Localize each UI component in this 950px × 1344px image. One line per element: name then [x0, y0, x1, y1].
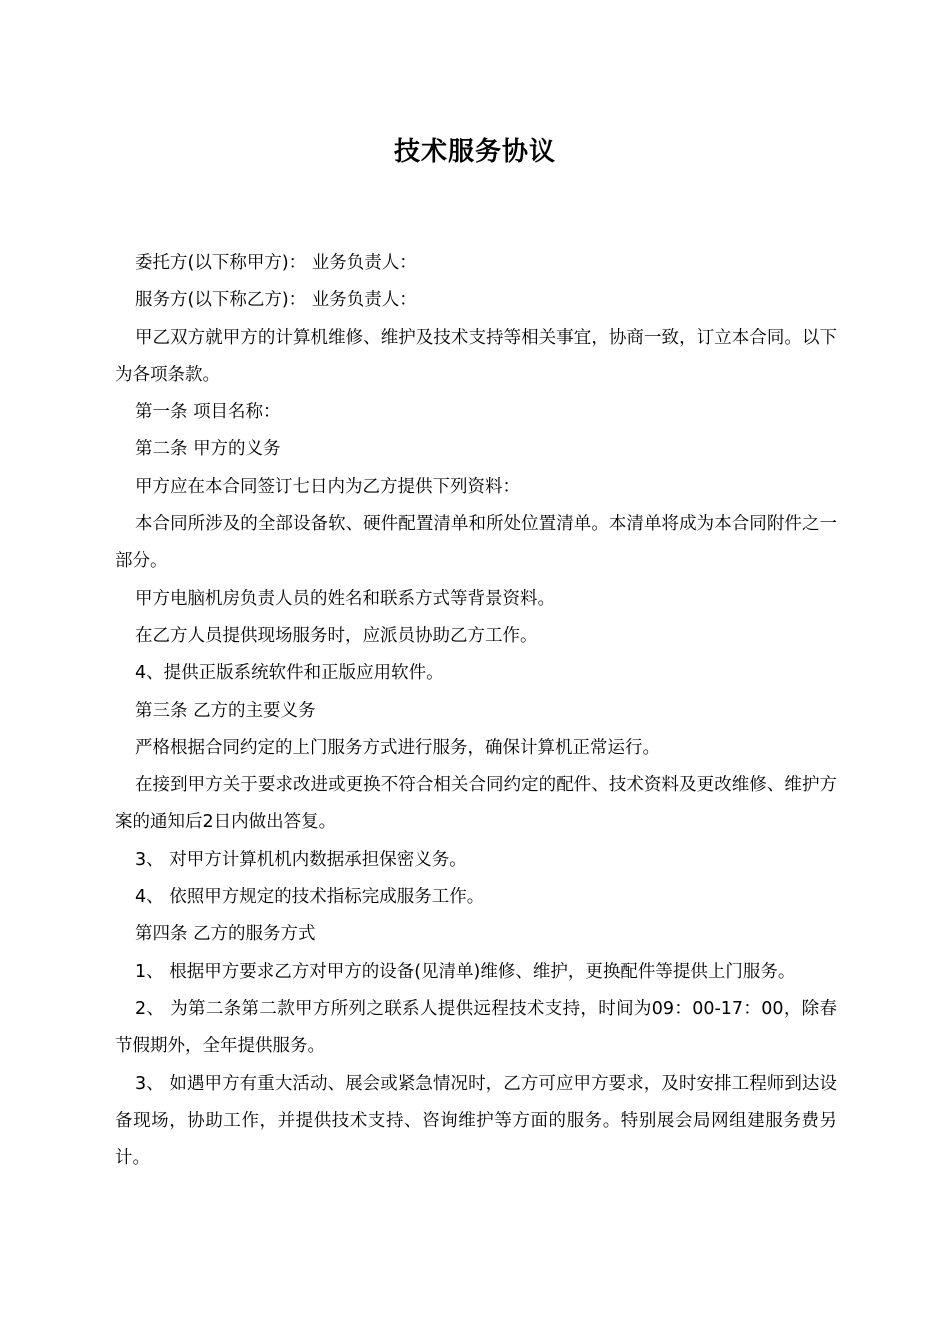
document-title: 技术服务协议	[393, 137, 556, 167]
article-2-item-2: 甲方电脑机房负责人员的姓名和联系方式等背景资料。	[135, 588, 555, 609]
document-body	[115, 245, 837, 1177]
article-2-item-1: 本合同所涉及的全部设备软、硬件配置清单和所处位置清单。本清单将成为本合同附件之一部分。	[115, 514, 837, 572]
paragraph-client-party: 委托方(以下称甲方)： 业务负责人：	[135, 253, 417, 273]
article-3-item-1: 严格根据合同约定的上门服务方式进行服务，确保计算机正常运行。	[135, 737, 660, 758]
article-3-item-3: 3、 对甲方计算机机内数据承担保密义务。	[135, 849, 467, 870]
article-2-heading: 第二条 甲方的义务	[135, 439, 281, 460]
paragraph-service-party: 服务方(以下称乙方)： 业务负责人：	[135, 290, 417, 311]
article-4-item-3: 3、 如遇甲方有重大活动、展会或紧急情况时，乙方可应甲方要求，及时安排工程师到达设备现场，协助工作，并提供技术支持、咨询维护等方面的服务。特别展会局网组建服务费另计。	[115, 1073, 837, 1169]
article-4-item-2: 2、 为第二条第二款甲方所列之联系人提供远程技术支持，时间为09：00-17：00，除春节假期外，全年提供服务。	[115, 998, 837, 1057]
article-3-item-4: 4、 依照甲方规定的技术指标完成服务工作。	[135, 887, 485, 908]
article-3-item-2: 在接到甲方关于要求改进或更换不符合相关合同约定的配件、技术资料及更改维修、维护方案的通知后2日内做出答复。	[115, 775, 837, 833]
article-2-intro: 甲方应在本合同签订七日内为乙方提供下列资料：	[135, 476, 520, 497]
article-2-item-4: 4、提供正版系统软件和正版应用软件。	[135, 663, 444, 684]
paragraph-preamble: 甲乙双方就甲方的计算机维修、维护及技术支持等相关事宜，协商一致，订立本合同。以下为各项条款。	[115, 327, 837, 385]
article-4-item-1: 1、 根据甲方要求乙方对甲方的设备(见清单)维修、维护，更换配件等提供上门服务。	[135, 961, 796, 982]
article-1-heading: 第一条 项目名称：	[135, 402, 281, 423]
article-4-heading: 第四条 乙方的服务方式	[135, 924, 316, 945]
article-2-item-3: 在乙方人员提供现场服务时，应派员协助乙方工作。	[135, 625, 538, 646]
article-3-heading: 第三条 乙方的主要义务	[135, 700, 316, 721]
